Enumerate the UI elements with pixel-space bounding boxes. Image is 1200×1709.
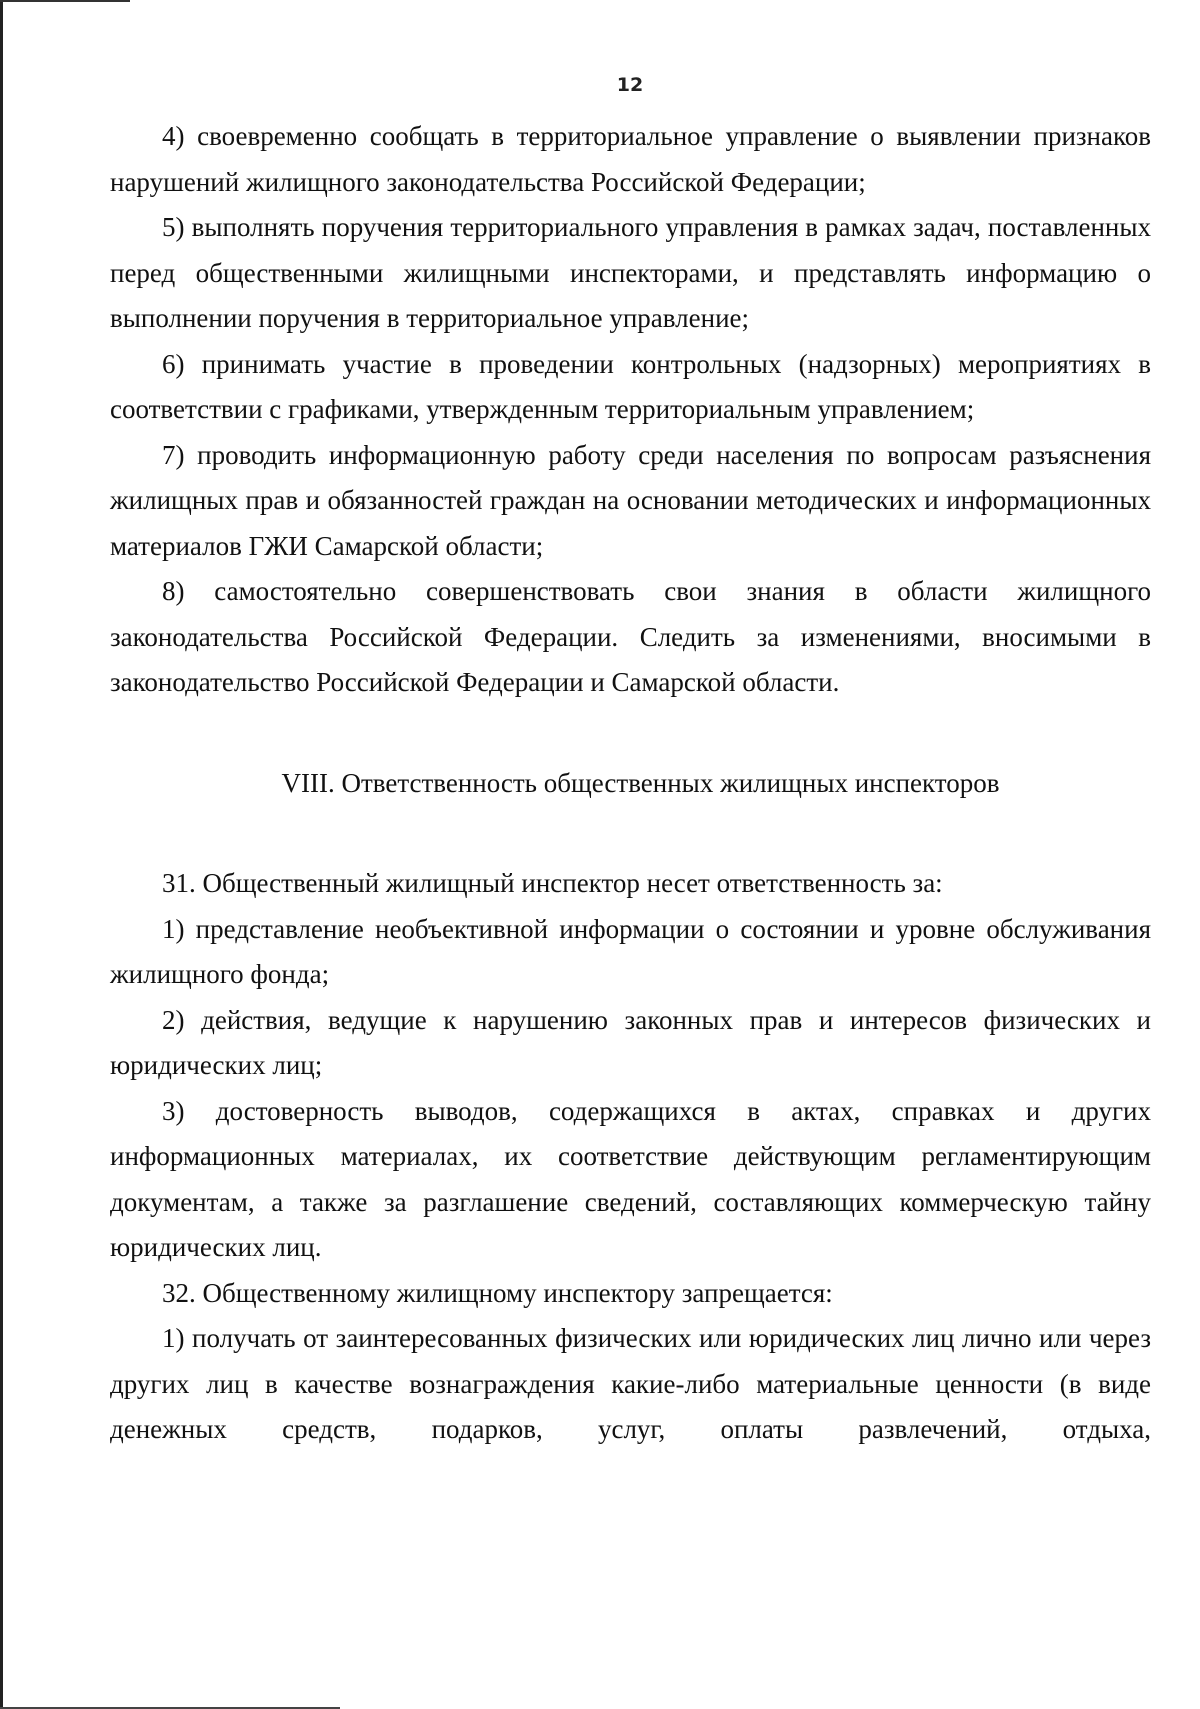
list-item: 3) достоверность выводов, содержащихся в актах, справках и других информационных материалах, их соответствие действующим регламентирующим документам, а также за разглашение сведений, составляющих коммерческую тайну юридических лиц. bbox=[110, 1095, 1151, 1262]
document-body bbox=[110, 114, 1151, 1453]
list-item: 8) самостоятельно совершенствовать свои знания в области жилищного законодательства Российской Федерации. Следить за изменениями, вносимыми в законодательство Российской Федерации и Самарской области. bbox=[110, 576, 1151, 697]
scan-left-edge bbox=[0, 0, 3, 1709]
list-item: 1) представление необъективной информации о состоянии и уровне обслуживания жилищного фонда; bbox=[110, 913, 1151, 989]
list-item: 7) проводить информационную работу среди населения по вопросам разъяснения жилищных прав и обязанностей граждан на основании методических и информационных материалов ГЖИ Самарской области; bbox=[110, 439, 1151, 561]
list-item: 4) своевременно сообщать в территориальное управление о выявлении признаков нарушений жилищного законодательства Российской Федерации; bbox=[110, 121, 1151, 197]
section-heading: VIII. Ответственность общественных жилищных инспекторов bbox=[281, 767, 1000, 798]
list-item: 2) действия, ведущие к нарушению законных прав и интересов физических и юридических лиц; bbox=[110, 1004, 1151, 1080]
list-item: 5) выполнять поручения территориального управления в рамках задач, поставленных перед общественными жилищными инспекторами, и представлять информацию о выполнении поручения в территориальное управление; bbox=[110, 212, 1151, 333]
scan-top-mark bbox=[0, 0, 130, 2]
list-item: 6) принимать участие в проведении контрольных (надзорных) мероприятиях в соответствии с графиками, утвержденным территориальным управлением; bbox=[110, 348, 1151, 424]
page-number: 12 bbox=[616, 74, 644, 96]
clause-32: 32. Общественному жилищному инспектору запрещается: bbox=[162, 1277, 833, 1308]
list-item: 1) получать от заинтересованных физических или юридических лиц лично или через других лиц в качестве вознаграждения какие-либо материальные ценности (в виде денежных средств, подарков, услуг, оплаты развлечений, отдыха, bbox=[110, 1323, 1151, 1444]
clause-31: 31. Общественный жилищный инспектор несет ответственность за: bbox=[162, 868, 943, 898]
